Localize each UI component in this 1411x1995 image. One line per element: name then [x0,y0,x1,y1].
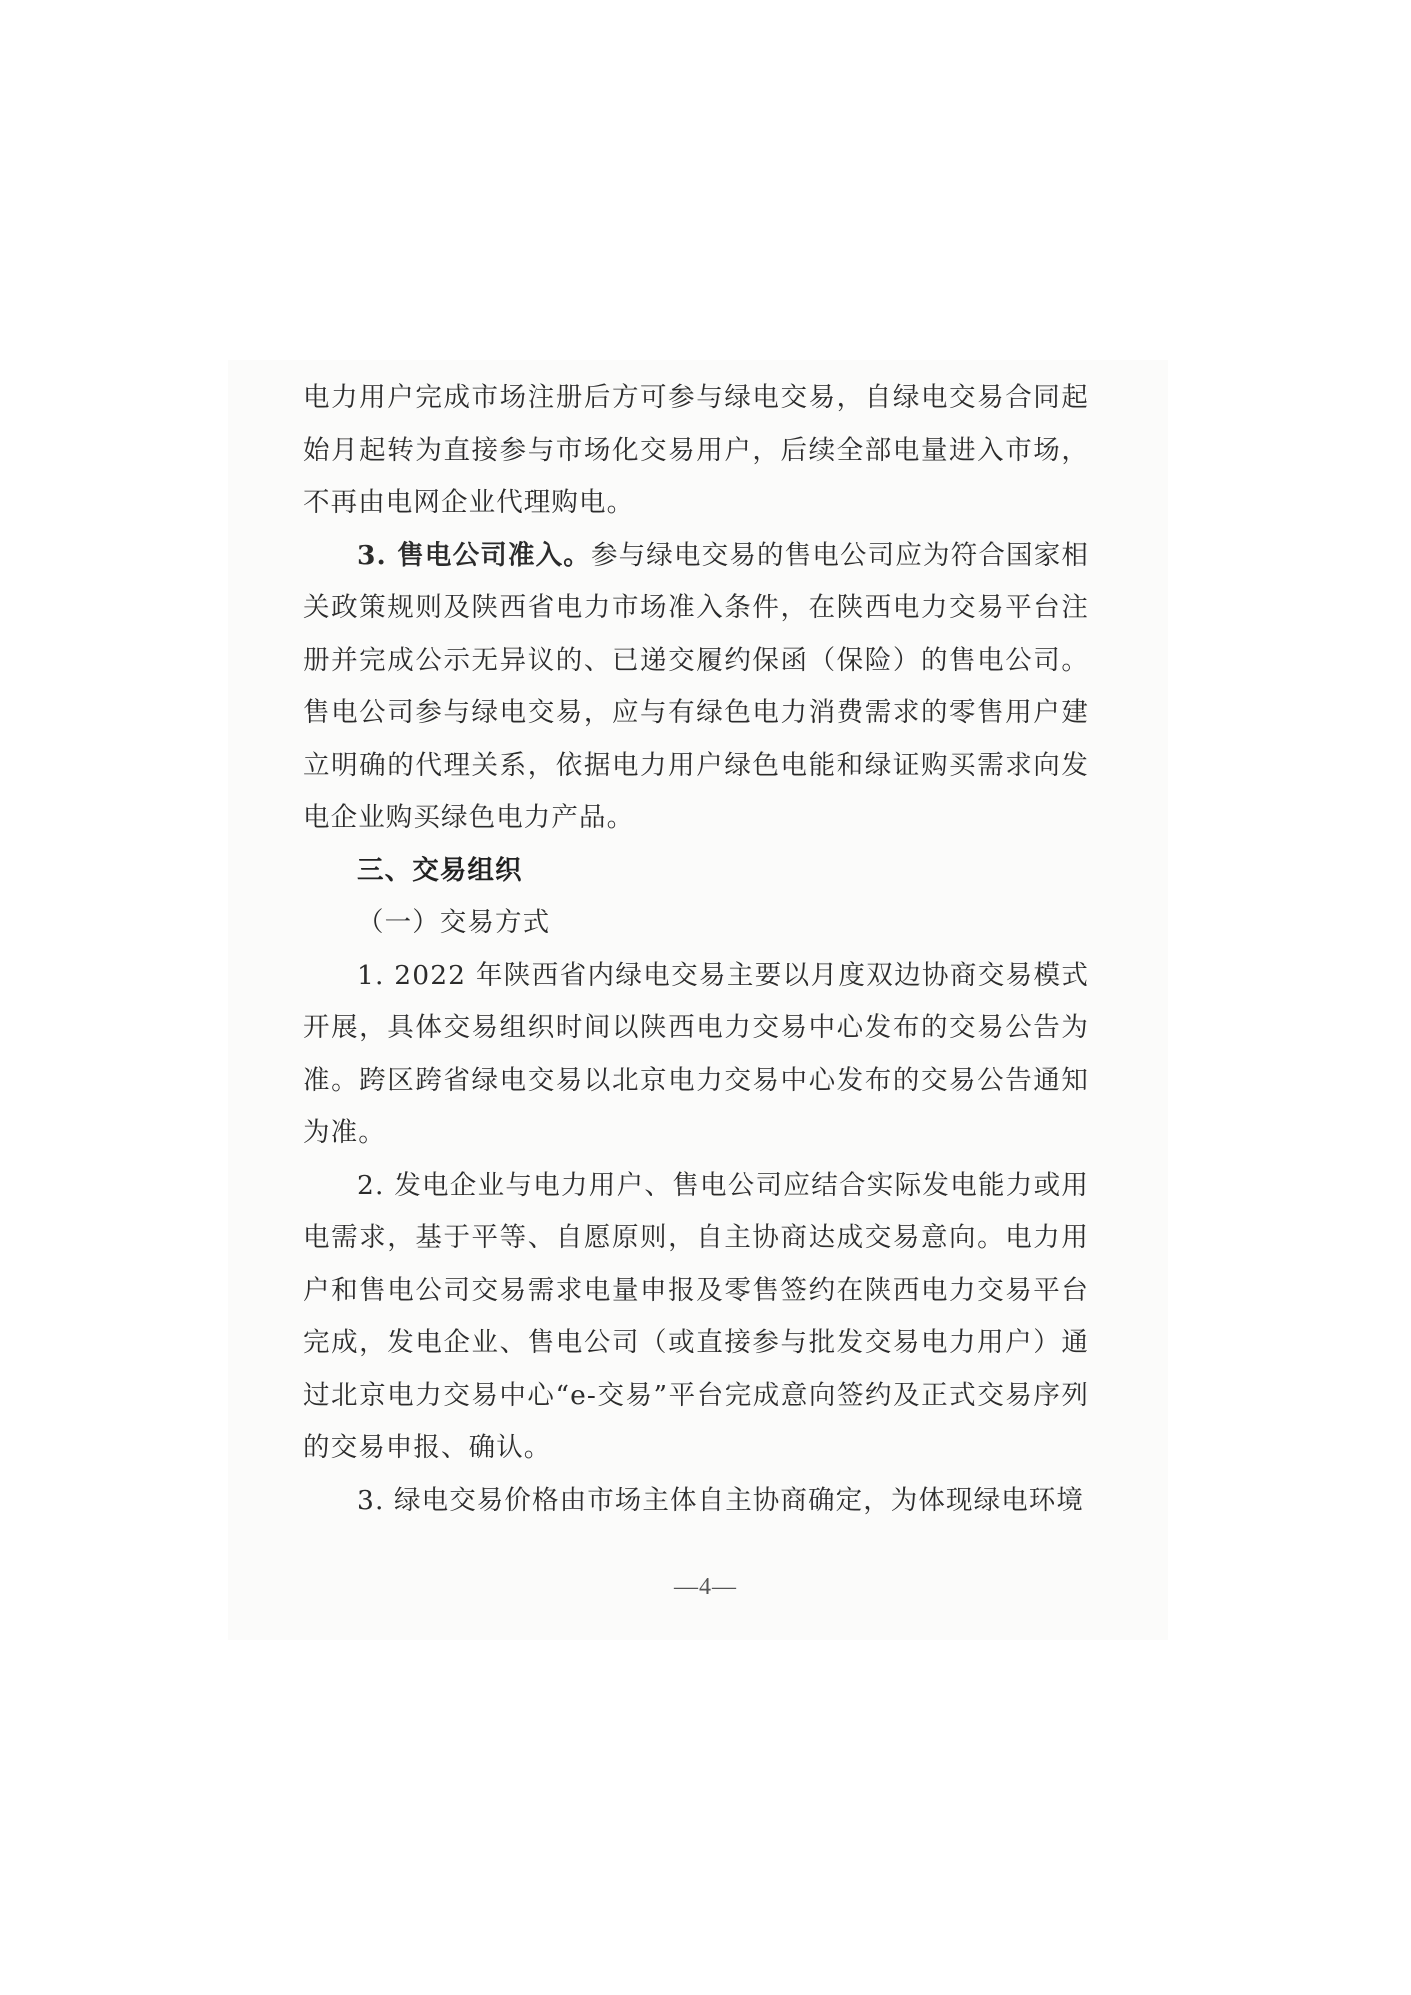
section-heading: 三、交易组织 [357,854,523,886]
document-body [303,372,1089,1527]
paragraph-lead: 3. 售电公司准入。 [357,539,591,571]
list-item: 2. 发电企业与电力用户、售电公司应结合实际发电能力或用电需求，基于平等、自愿原则，自主协商达成交易意向。电力用户和售电公司交易需求电量申报及零售签约在陕西电力交易平台完成，发电企业、售电公司（或直接参与批发交易电力用户）通过北京电力交易中心“e-交易”平台完成意向签约及正式交易序列的交易申报、确认。 [303,1169,1089,1463]
page-number: —4— [674,1574,737,1600]
paragraph-text: 电力用户完成市场注册后方可参与绿电交易，自绿电交易合同起始月起转为直接参与市场化交易用户，后续全部电量进入市场，不再由电网企业代理购电。 [303,382,1089,518]
paragraph-text: 参与绿电交易的售电公司应为符合国家相关政策规则及陕西省电力市场准入条件，在陕西电力交易平台注册并完成公示无异议的、已递交履约保函（保险）的售电公司。售电公司参与绿电交易，应与有绿色电力消费需求的零售用户建立明确的代理关系，依据电力用户绿色电能和绿证购买需求向发电企业购买绿色电力产品。 [303,539,1089,833]
subsection-heading: （一）交易方式 [357,907,551,938]
paragraph-retailer-access [303,530,1089,845]
list-item: 3. 绿电交易价格由市场主体自主协商确定，为体现绿电环境 [357,1484,1085,1516]
paragraph-registration [303,372,1089,530]
list-item: 1. 2022 年陕西省内绿电交易主要以月度双边协商交易模式开展，具体交易组织时间以陕西电力交易中心发布的交易公告为准。跨区跨省绿电交易以北京电力交易中心发布的交易公告通知为准。 [303,959,1089,1148]
